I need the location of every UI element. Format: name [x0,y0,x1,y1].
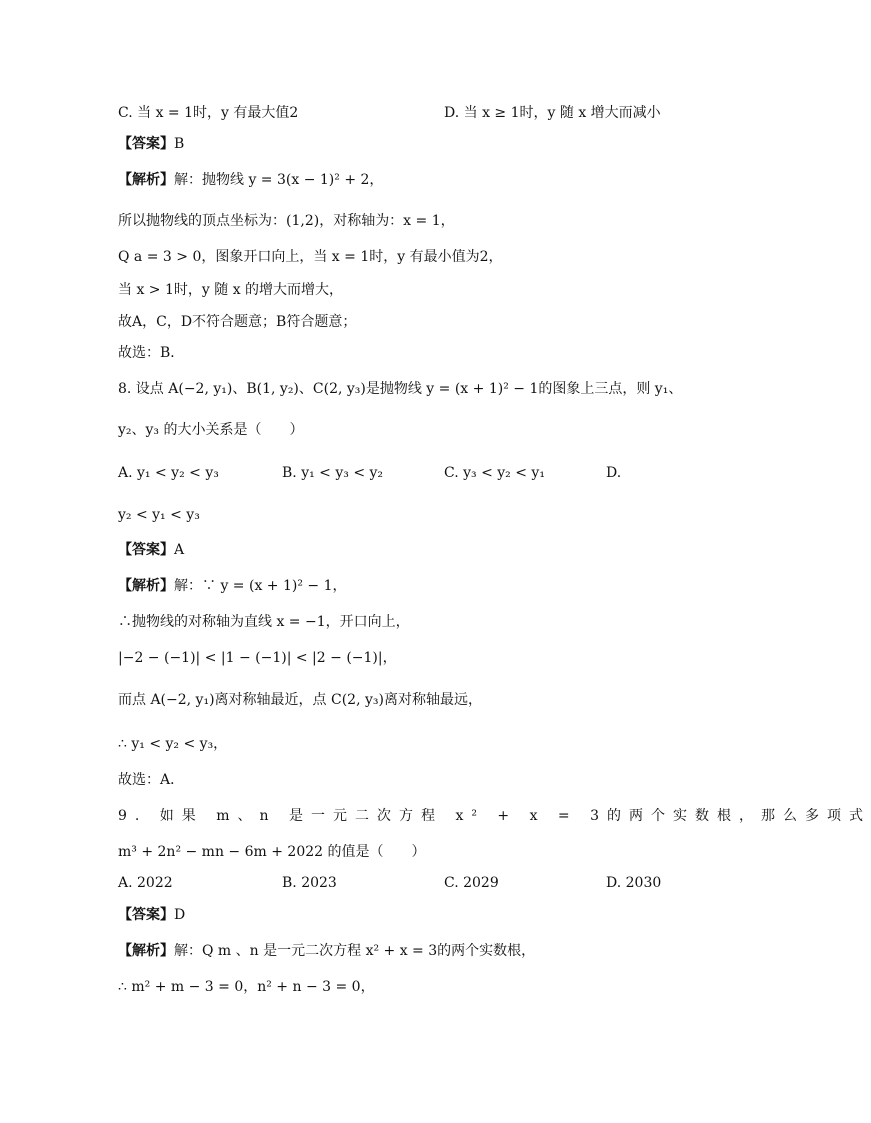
answer-tag: 【答案】 [118,136,174,152]
q7-analysis-line-5: 故A，C，D不符合题意；B符合题意； [118,314,357,330]
q7-analysis-line-2: 所以抛物线的顶点坐标为：(1,2)，对称轴为：x = 1， [118,213,455,229]
q9-analysis-line-1: 【解析】解：Q m 、n 是一元二次方程 x² + x = 3的两个实数根， [118,943,536,959]
q8-analysis-line-3: |−2 − (−1)| < |1 − (−1)| < |2 − (−1)|， [118,650,397,666]
q9-stem-line-2: m³ + 2n² − mn − 6m + 2022 的值是（ ） [118,844,426,860]
q7-analysis-line-3: Q a = 3 > 0，图象开口向上，当 x = 1时，y 有最小值为2， [118,249,503,265]
q9-option-c: C. 2029 [444,875,499,891]
analysis-tag: 【解析】 [118,172,174,188]
q9-option-a: A. 2022 [118,875,173,891]
answer-value: B [174,136,185,152]
q8-stem-line-1: 8. 设点 A(−2, y₁)、B(1, y₂)、C(2, y₃)是抛物线 y = (x + 1)² − 1的图象上三点，则 y₁、 [118,381,683,397]
q9-analysis-line-2: ∴ m² + m − 3 = 0，n² + n − 3 = 0， [118,979,375,995]
q8-option-d-label: D. [606,465,622,481]
q7-analysis-line-6: 故选：B． [118,345,185,361]
q8-stem-line-2: y₂、y₃ 的大小关系是（ ） [118,422,304,438]
q7-answer [118,134,184,154]
q8-analysis-line-5: ∴ y₁ < y₂ < y₃， [118,736,228,752]
q8-option-c: C. y₃ < y₂ < y₁ [444,465,545,481]
q9-option-d: D. 2030 [606,875,662,891]
q9-option-b: B. 2023 [282,875,337,891]
q8-option-a: A. y₁ < y₂ < y₃ [118,465,219,481]
q8-analysis-line-2: ∴抛物线的对称轴为直线 x = −1，开口向上， [118,614,410,630]
q8-option-b: B. y₁ < y₃ < y₂ [282,465,384,481]
q9-stem-line-1: 9. 如果 m、n 是一元二次方程 x² + x = 3的两个实数根，那么多项式 [118,808,871,824]
q8-answer: 【答案】A [118,542,185,558]
q9-answer: 【答案】D [118,907,186,923]
q8-analysis-line-6: 故选：A． [118,772,185,788]
q7-analysis-line-4: 当 x > 1时，y 随 x 的增大而增大， [118,282,344,298]
q8-option-d-value: y₂ < y₁ < y₃ [118,507,200,523]
q7-option-d: D. 当 x ≥ 1时，y 随 x 增大而减小 [444,105,661,121]
q7-analysis-line-1: 【解析】解：抛物线 y = 3(x − 1)² + 2， [118,172,384,188]
q8-analysis-line-1: 【解析】解：∵ y = (x + 1)² − 1， [118,578,347,594]
q7-option-c: C. 当 x = 1时，y 有最大值2 [118,105,299,121]
q8-analysis-line-4: 而点 A(−2, y₁)离对称轴最近，点 C(2, y₃)离对称轴最远， [118,692,482,708]
